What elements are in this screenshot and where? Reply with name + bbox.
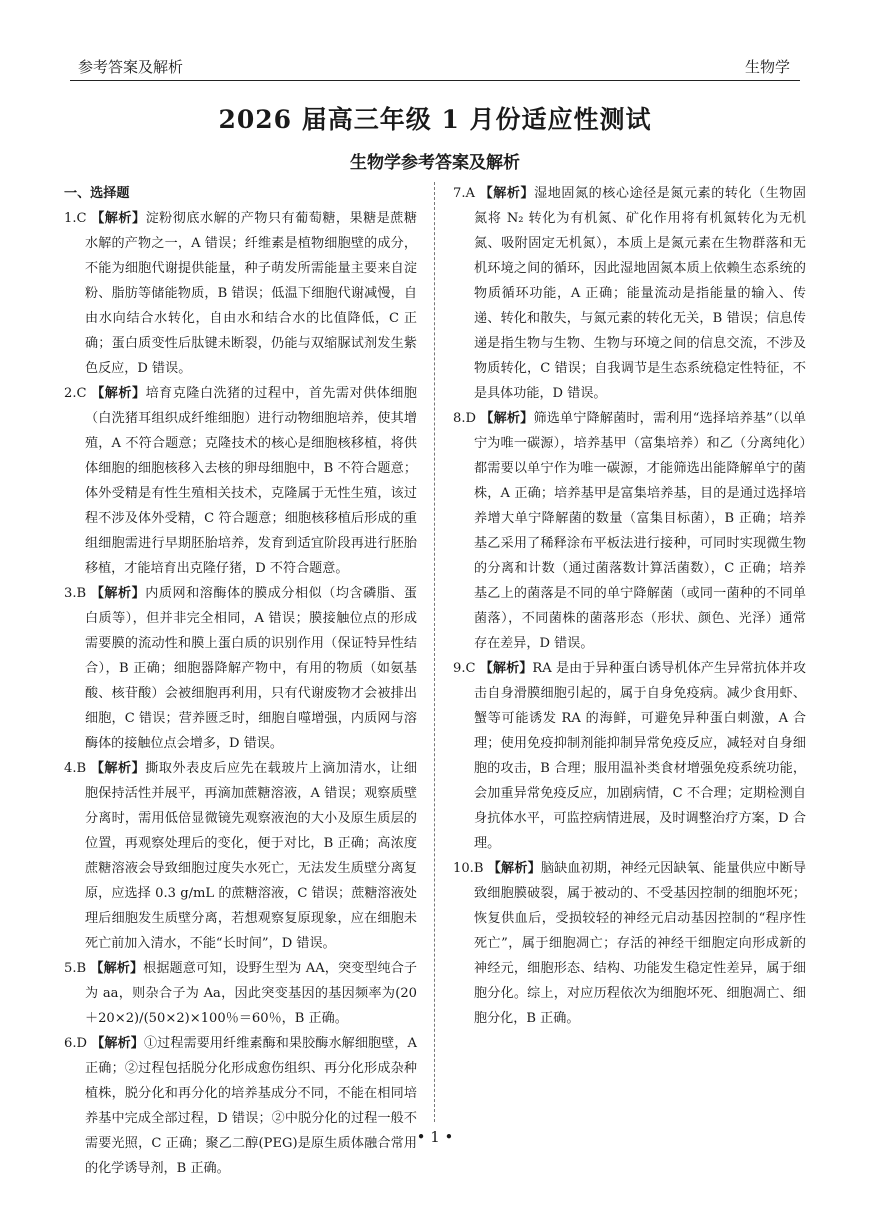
answer-number: 9.C — [453, 661, 476, 676]
header-left: 参考答案及解析 — [78, 58, 184, 76]
answer-number: 8.D — [453, 411, 476, 426]
page-title: 2026 届高三年级 1 月份适应性测试 — [218, 105, 652, 134]
analysis-tag: 【解析】 — [479, 661, 533, 676]
answer-item-2 — [64, 381, 417, 581]
answer-item-6 — [64, 1031, 417, 1181]
answer-item-9 — [453, 656, 806, 856]
section-title: 一、选择题 — [64, 186, 130, 201]
answer-number: 6.D — [64, 1036, 87, 1051]
answer-number: 3.B — [64, 586, 87, 601]
page-number: • 1 • — [416, 1128, 454, 1146]
answer-text: 淀粉彻底水解的产物只有葡萄糖，果糖是蔗糖水解的产物之一，A 错误；纤维素是植物细胞壁的成分，不能为细胞代谢提供能量，种子萌发所需能量主要来自淀粉、脂肪等储能物质，B 错误；低温下细胞代谢减慢，自由水向结合水转化，自由水和结合水的比值降低，C 正确；蛋白质变性后肽键未断裂，仍能与双缩脲试剂发生紫色反应，D 错误。 — [85, 211, 418, 376]
answer-item-7 — [453, 181, 806, 406]
answer-number: 10.B — [453, 861, 484, 876]
answer-item-5 — [64, 956, 417, 1031]
answer-item-3 — [64, 581, 417, 756]
analysis-tag: 【解析】 — [90, 961, 144, 976]
answer-text: 脑缺血初期，神经元因缺氧、能量供应中断导致细胞膜破裂，属于被动的、不受基因控制的细胞坏死；恢复供血后，受损较轻的神经元启动基因控制的“程序性死亡”，属于细胞凋亡；存活的神经干细胞定向形成新的神经元，细胞形态、结构、功能发生稳定性差异，属于细胞分化。综上，对应历程依次为细胞坏死、细胞凋亡、细胞分化，B 正确。 — [474, 861, 806, 1026]
answer-number: 7.A — [453, 186, 475, 201]
analysis-tag: 【解析】 — [91, 386, 146, 401]
answer-item-4 — [64, 756, 417, 956]
analysis-tag: 【解析】 — [487, 861, 541, 876]
analysis-tag: 【解析】 — [90, 761, 146, 776]
column-divider — [434, 182, 435, 1122]
analysis-tag: 【解析】 — [479, 186, 535, 201]
answer-text: 筛选单宁降解菌时，需利用“选择培养基”（以单宁为唯一碳源），培养基甲（富集培养）和乙（分离纯化）都需要以单宁作为唯一碳源，才能筛选出能降解单宁的菌株，A 正确；培养基甲是富集培养基，目的是通过选择培养增大单宁降解菌的数量（富集目标菌），B 正确；培养基乙采用了稀释涂布平板法进行接种，可同时实现微生物的分离和计数（通过菌落数计算活菌数），C 正确；培养基乙上的菌落是不同的单宁降解菌（或同一菌种的不同单菌落），不同菌株的菌落形态（形状、颜色、光泽）通常存在差异，D 错误。 — [474, 411, 807, 651]
analysis-tag: 【解析】 — [91, 1036, 144, 1051]
answer-text: 湿地固氮的核心途径是氮元素的转化（生物固氮将 N₂ 转化为有机氮、矿化作用将有机氮转化为无机氮、吸附固定无机氮），本质上是氮元素在生物群落和无机环境之间的循环，因此湿地固氮本质上依赖生态系统的物质循环功能，A 正确；能量流动是指能量的输入、传递、转化和散失，与氮元素的转化无关，B 错误；信息传递是指生物与生物、生物与环境之间的信息交流，不涉及物质转化，C 错误；自我调节是生态系统稳定性特征，不是具体功能，D 错误。 — [474, 186, 807, 401]
answer-text: ①过程需要用纤维素酶和果胶酶水解细胞壁，A 正确；②过程包括脱分化形成愈伤组织、再分化形成杂种植株，脱分化和再分化的培养基成分不同，不能在相同培养基中完成全部过程，D 错误；②中脱分化的过程一般不需要光照，C 正确；聚乙二醇(PEG)是原生质体融合常用的化学诱导剂，B 正确。 — [85, 1036, 417, 1176]
right-column — [453, 181, 806, 1031]
answer-text: 培育克隆白洗猪的过程中，首先需对供体细胞（白洗猪耳组织成纤维细胞）进行动物细胞培养，使其增殖，A 不符合题意；克隆技术的核心是细胞核移植，将供体细胞的细胞核移入去核的卵母细胞中，B 不符合题意；体外受精是有性生殖相关技术，克隆属于无性生殖，该过程不涉及体外受精，C 符合题意；细胞核移植后形成的重组细胞需进行早期胚胎培养，发育到适宜阶段再进行胚胎移植，才能培育出克隆仔猪，D 不符合题意。 — [85, 386, 418, 576]
answer-text: 根据题意可知，设野生型为 AA，突变型纯合子为 aa，则杂合子为 Aa，因此突变基因的基因频率为(20＋20×2)/(50×2)×100％＝60％，B 正确。 — [85, 961, 418, 1026]
answer-number: 5.B — [64, 961, 87, 976]
answer-number: 2.C — [64, 386, 87, 401]
left-column — [64, 181, 417, 1181]
analysis-tag: 【解析】 — [90, 586, 146, 601]
analysis-tag: 【解析】 — [91, 211, 146, 226]
answer-number: 1.C — [64, 211, 87, 226]
answer-item-8 — [453, 406, 806, 656]
answer-item-10 — [453, 856, 806, 1031]
answer-item-1 — [64, 206, 417, 381]
answer-text: 撕取外表皮后应先在载玻片上滴加清水，让细胞保持活性并展平，再滴加蔗糖溶液，A 错误；观察质壁分离时，需用低倍显微镜先观察液泡的大小及原生质层的位置，再观察处理后的变化，便于对比，B 正确；高浓度蔗糖溶液会导致细胞过度失水死亡，无法发生质壁分离复原，应选择 0.3 g/mL 的蔗糖溶液，C 错误；蔗糖溶液处理后细胞发生质壁分离，若想观察复原现象，应在细胞未死亡前加入清水，不能“长时间”，D 错误。 — [85, 761, 417, 951]
answer-number: 4.B — [64, 761, 87, 776]
header-rule — [70, 80, 800, 81]
header-subject: 生物学 — [744, 58, 790, 76]
answer-text: 内质网和溶酶体的膜成分相似（均含磷脂、蛋白质等），但并非完全相同，A 错误；膜接触位点的形成需要膜的流动性和膜上蛋白质的识别作用（保证特异性结合），B 正确；细胞器降解产物中，有用的物质（如氨基酸、核苷酸）会被细胞再利用，只有代谢废物才会被排出细胞，C 错误；营养匮乏时，细胞自噬增强，内质网与溶酶体的接触位点会增多，D 错误。 — [85, 586, 417, 751]
analysis-tag: 【解析】 — [480, 411, 534, 426]
page-subtitle: 生物学参考答案及解析 — [350, 153, 520, 173]
answer-text: RA 是由于异种蛋白诱导机体产生异常抗体并攻击自身滑膜细胞引起的，属于自身免疫病。减少食用虾、蟹等可能诱发 RA 的海鲜，可避免异种蛋白刺激，A 合理；使用免疫抑制剂能抑制异常免疫反应，减轻对自身细胞的攻击，B 合理；服用温补类食材增强免疫系统功能，会加重异常免疫反应，加剧病情，C 不合理；定期检测自身抗体水平，可监控病情进展，及时调整治疗方案，D 合理。 — [474, 661, 806, 851]
